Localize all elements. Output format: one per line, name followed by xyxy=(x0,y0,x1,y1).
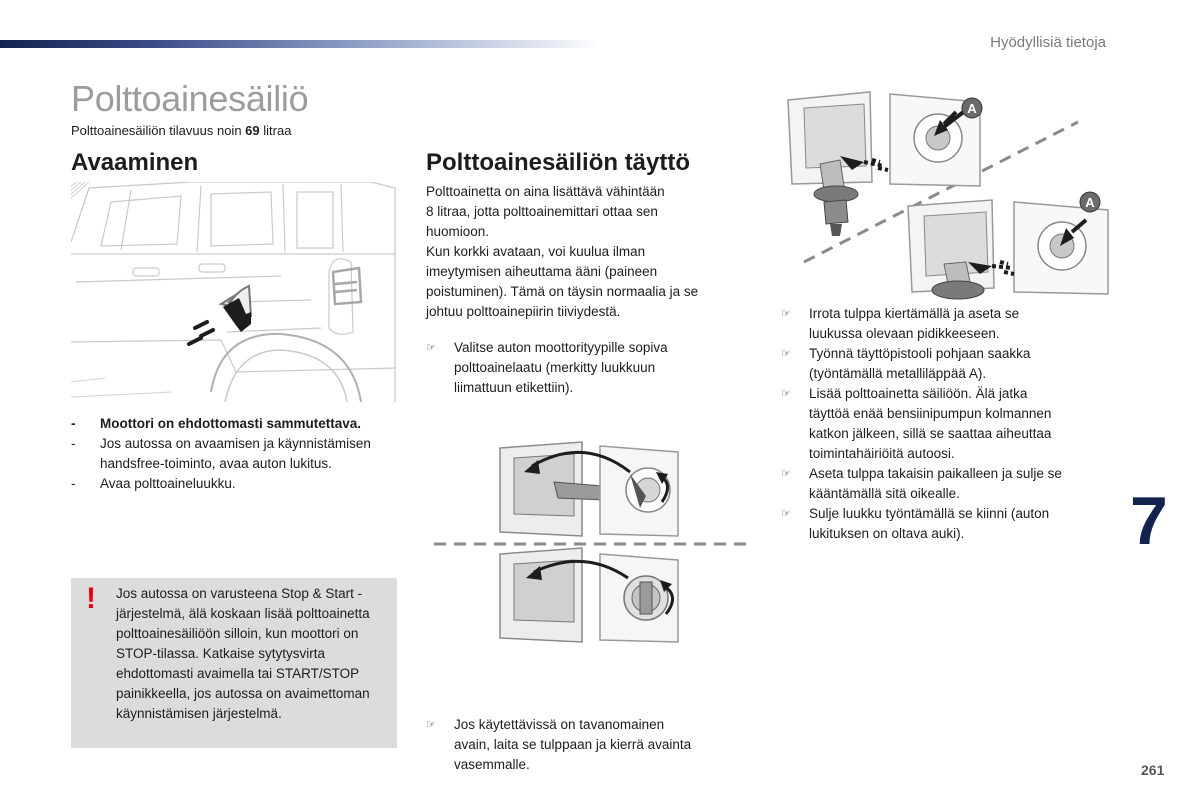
filling-step xyxy=(781,304,1101,344)
hand-pointer-icon: ☞ xyxy=(781,387,791,400)
filling-step xyxy=(781,504,1101,544)
tip-line: liimattuun etikettiin). xyxy=(454,380,574,395)
opening-step: - Moottori on ehdottomasti sammutettava. xyxy=(71,414,401,434)
page-number: 261 xyxy=(1141,762,1165,778)
fuel-nozzle-illustration xyxy=(780,86,1110,306)
intro-line: Kun korkki avataan, voi kuulua ilman xyxy=(426,244,646,259)
step-line: Aseta tulppa takaisin paikalleen ja sulje se xyxy=(809,466,1062,481)
step-line: lukituksen on oltava auki). xyxy=(809,526,965,541)
filling-intro xyxy=(426,182,756,322)
step-line: (työntämällä metalliläppää A). xyxy=(809,366,987,381)
capacity-suffix: litraa xyxy=(259,123,292,138)
intro-line: poistuminen). Tämä on täysin normaalia ja se xyxy=(426,284,699,299)
step-line: Irrota tulppa kiertämällä ja aseta se xyxy=(809,306,1020,321)
key-tip xyxy=(426,715,784,775)
section-label: Hyödyllisiä tietoja xyxy=(990,34,1106,51)
filling-step xyxy=(781,344,1101,384)
intro-line: Polttoainetta on aina lisättävä vähintään xyxy=(426,184,665,199)
filling-heading: Polttoainesäiliön täyttö xyxy=(426,149,691,176)
step-line: luukussa olevaan pidikkeeseen. xyxy=(809,326,1000,341)
hand-pointer-icon: ☞ xyxy=(781,347,791,360)
hand-pointer-icon: ☞ xyxy=(781,467,791,480)
step-line: kääntämällä sitä oikealle. xyxy=(809,486,960,501)
filling-step xyxy=(781,384,1101,464)
hand-pointer-icon: ☞ xyxy=(426,718,436,731)
fuel-quality-tip xyxy=(426,338,764,398)
flap-label-a: A xyxy=(967,101,977,116)
filling-step xyxy=(781,464,1101,504)
step-line: katkon jälkeen, sillä se saattaa aiheuttaa xyxy=(809,426,1052,441)
cap-removal-illustration xyxy=(434,436,746,646)
intro-line: imeytymisen aiheuttama ääni (paineen xyxy=(426,264,658,279)
hand-pointer-icon: ☞ xyxy=(781,507,791,520)
van-fuel-flap-illustration xyxy=(71,182,399,402)
intro-line: huomioon. xyxy=(426,224,490,239)
page-title: Polttoainesäiliö xyxy=(71,78,309,119)
opening-step: - Jos autossa on avaamisen ja käynnistämisen handsfree-toiminto, avaa auton lukitus. xyxy=(71,434,401,474)
tip-line: avain, laita se tulppaan ja kierrä avainta xyxy=(454,737,692,752)
tip-line: Valitse auton moottorityypille sopiva xyxy=(454,340,668,355)
intro-line: 8 litraa, jotta polttoainemittari ottaa sen xyxy=(426,204,658,219)
opening-step: - Avaa polttoaineluukku. xyxy=(71,474,401,494)
step-line: toimintahäiriöitä autoosi. xyxy=(809,446,955,461)
flap-label-a: A xyxy=(1085,195,1095,210)
hand-pointer-icon: ☞ xyxy=(426,341,436,354)
opening-steps xyxy=(71,414,401,494)
hand-pointer-icon: ☞ xyxy=(781,307,791,320)
opening-heading: Avaaminen xyxy=(71,149,199,176)
capacity-value: 69 xyxy=(245,123,260,138)
step-line: täyttöä enää bensiinipumpun kolmannen xyxy=(809,406,1052,421)
tank-capacity-text xyxy=(71,123,291,138)
chapter-number: 7 xyxy=(1130,483,1168,559)
step-line: Työnnä täyttöpistooli pohjaan saakka xyxy=(809,346,1031,361)
step-line: Sulje luukku työntämällä se kiinni (auton xyxy=(809,506,1050,521)
warning-text: Jos autossa on varusteena Stop & Start -järjestelmä, älä koskaan lisää polttoainetta polttoainesäiliöön silloin, kun moottori on STOP-tilassa. Katkaise sytytysvirta ehdottomasti avaimella tai START/STOP painikkeella, jos autossa on avaimettoman käynnistämisen järjestelmä. xyxy=(116,586,370,721)
step-line: Lisää polttoainetta säiliöön. Älä jatka xyxy=(809,386,1028,401)
filling-steps xyxy=(781,304,1101,544)
warning-box xyxy=(71,578,397,748)
intro-line: johtuu polttoainepiirin tiiviydestä. xyxy=(426,304,621,319)
tip-line: Jos käytettävissä on tavanomainen xyxy=(454,717,665,732)
exclamation-icon: ! xyxy=(86,582,96,615)
tip-line: vasemmalle. xyxy=(454,757,530,772)
capacity-prefix: Polttoainesäiliön tilavuus noin xyxy=(71,123,246,138)
header-accent-bar xyxy=(0,40,600,48)
tip-line: polttoainelaatu (merkitty luukkuun xyxy=(454,360,656,375)
